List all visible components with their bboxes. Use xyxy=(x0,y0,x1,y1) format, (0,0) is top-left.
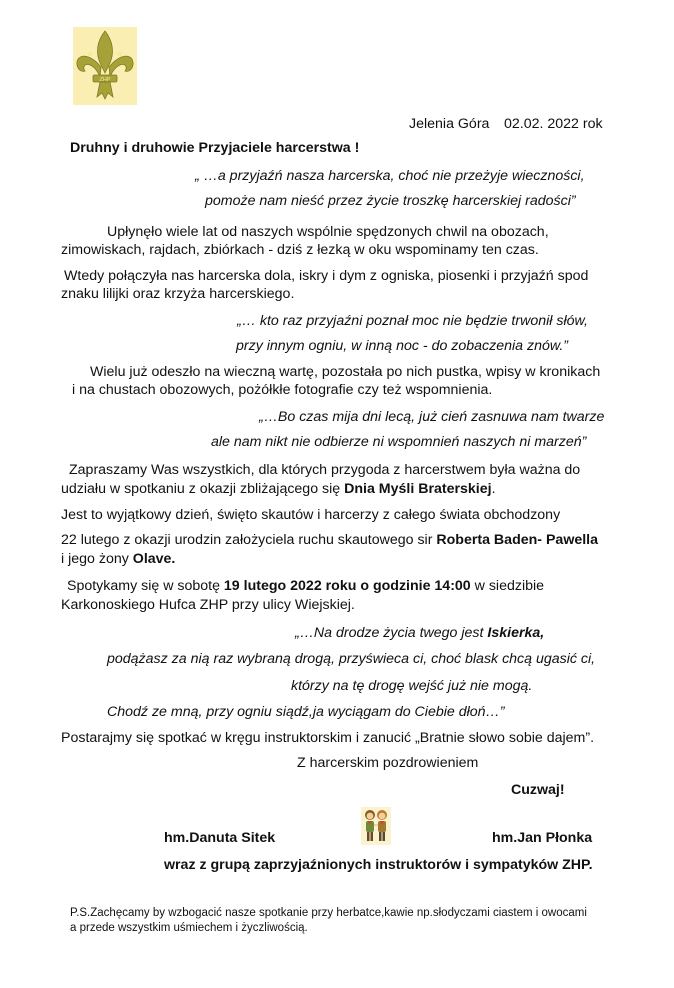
quote4-line1: „…Na drodze życia twego jest Iskierka, xyxy=(295,625,545,641)
greeting: Druhny i druhowie Przyjaciele harcerstwa ! xyxy=(70,140,360,156)
para6-line1: Spotykamy się w sobotę 19 lutego 2022 roku o godzinie 14:00 w siedzibie xyxy=(67,578,545,594)
place: Jelenia Góra xyxy=(409,116,490,132)
para5-line3: i jego żony Olave. xyxy=(61,551,176,567)
quote2-line2: przy innym ogniu, w inną noc - do zobaczenia znów.” xyxy=(236,338,569,354)
founder-name: Roberta Baden- Pawella xyxy=(436,532,599,548)
para3-line2: i na chustach obozowych, pożółkłe fotografie czy też wspomnienia. xyxy=(72,382,493,398)
regards: Z harcerskim pozdrowieniem xyxy=(297,755,479,771)
ps-line2: a przede wszystkim uśmiechem i życzliwością. xyxy=(70,922,308,934)
quote1-line1: „ …a przyjaźń nasza harcerska, choć nie przeżyje wieczności, xyxy=(195,168,585,184)
para4-line1: Zapraszamy Was wszystkich, dla których przygoda z harcerstwem była ważna do xyxy=(69,462,581,478)
para5-line1: Jest to wyjątkowy dzień, święto skautów i harcerzy z całego świata obchodzony xyxy=(61,507,561,523)
closing: Postarajmy się spotkać w kręgu instruktorskim i zanucić „Bratnie słowo sobie dajem”. xyxy=(61,730,595,746)
date: 02.02. 2022 rok xyxy=(504,116,603,132)
signer-1: hm.Danuta Sitek xyxy=(164,830,276,846)
signer-2: hm.Jan Płonka xyxy=(492,830,593,846)
meeting-datetime: 19 lutego 2022 roku o godzinie 14:00 xyxy=(223,578,471,594)
quote4-line3: którzy na tę drogę wejść już nie mogą. xyxy=(291,678,533,694)
wife-name: Olave. xyxy=(132,551,176,567)
quote2-line1: „… kto raz przyjaźni poznał moc nie będzie trwonił słów, xyxy=(237,313,588,329)
para1-line1: Upłynęło wiele lat od naszych wspólnie spędzonych chwil na obozach, xyxy=(107,224,549,240)
para6-line2: Karkonoskiego Hufca ZHP przy ulicy Wiejskiej. xyxy=(61,597,355,613)
para5-line2: 22 lutego z okazji urodzin założyciela ruchu skautowego sir Roberta Baden- Pawella xyxy=(61,532,599,548)
para3-line1: Wielu już odeszło na wieczną wartę, pozostała po nich pustka, wpisy w kronikach xyxy=(90,364,601,380)
quote4-line2: podążasz za nią raz wybraną drogą, przyświeca ci, choć blask chcą ugasić ci, xyxy=(107,651,596,667)
para1-line2: zimowiskach, rajdach, zbiórkach - dziś z łezką w oku wspominamy ten czas. xyxy=(61,242,539,258)
event-name: Dnia Myśli Braterskiej xyxy=(344,481,492,497)
group-line: wraz z grupą zaprzyjaźnionych instruktorów i sympatyków ZHP. xyxy=(164,857,593,873)
quote1-line2: pomoże nam nieść przez życie troszkę harcerskiej radości” xyxy=(205,193,576,209)
quote4-line4: Chodź ze mną, przy ogniu siądź,ja wyciągam do Ciebie dłoń…” xyxy=(107,704,505,720)
quote3-line2: ale nam nikt nie odbierze ni wspomnień naszych ni marzeń” xyxy=(211,434,587,450)
scout-children-icon xyxy=(361,807,391,845)
quote3-line1: „…Bo czas mija dni lecą, już cień zasnuwa nam twarze xyxy=(259,409,605,425)
ps-line1: P.S.Zachęcamy by wzbogacić nasze spotkanie przy herbatce,kawie np.słodyczami ciastem i owocami xyxy=(70,907,587,919)
para4-line2: udziału w spotkaniu z okazji zbliżającego się Dnia Myśli Braterskiej. xyxy=(61,481,496,497)
fleur-de-lis-emblem-icon xyxy=(73,27,137,105)
svg-text:ZHP: ZHP xyxy=(99,77,111,83)
motto: Cuzwaj! xyxy=(511,782,565,798)
para2-line2: znaku lilijki oraz krzyża harcerskiego. xyxy=(61,286,295,302)
para2-line1: Wtedy połączyła nas harcerska dola, iskry i dym z ogniska, piosenki i przyjaźń spod xyxy=(64,268,589,284)
